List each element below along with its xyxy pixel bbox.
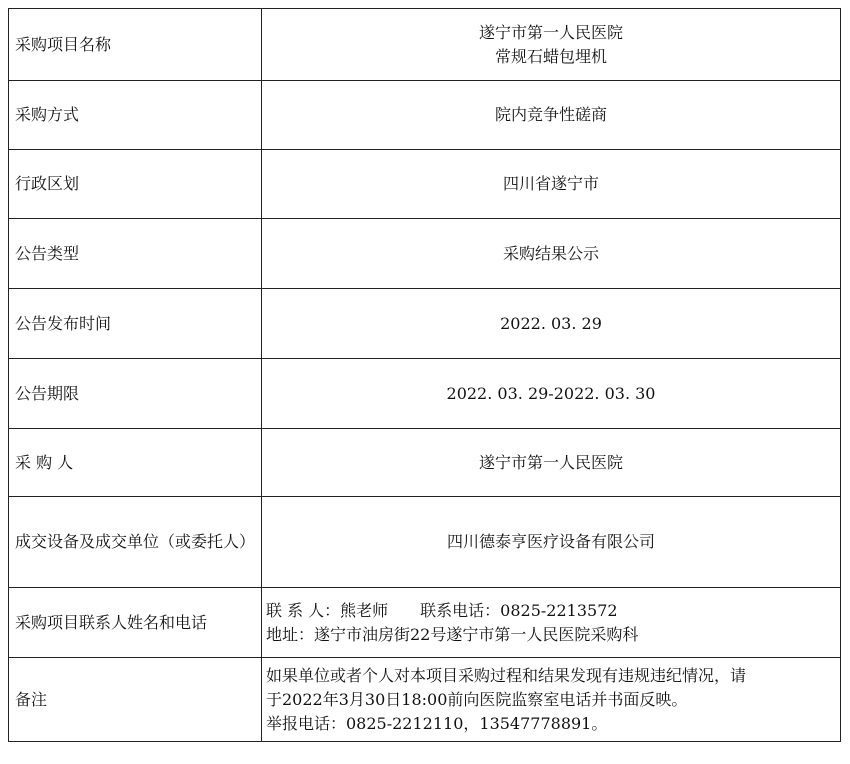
- project-name-line-2: 常规石蜡包埋机: [494, 46, 607, 66]
- table-row: [9, 219, 841, 289]
- row-label-purchaser: 采 购 人: [9, 429, 262, 497]
- row-value-winning-supplier: 四川德泰亨医疗设备有限公司: [262, 497, 841, 588]
- row-label-notice-period: 公告期限: [9, 359, 262, 429]
- row-value-purchaser: 遂宁市第一人民医院: [262, 429, 841, 497]
- table-row: [9, 9, 841, 81]
- row-value-publish-date: 2022. 03. 29: [262, 289, 841, 359]
- row-value-region: 四川省遂宁市: [262, 150, 841, 219]
- row-value-notice-period: 2022. 03. 29-2022. 03. 30: [262, 359, 841, 429]
- table-row: [9, 359, 841, 429]
- row-value-contact: [262, 588, 841, 658]
- row-label-notice-type: 公告类型: [9, 219, 262, 289]
- announcement-table: [8, 8, 841, 742]
- table-row: [9, 588, 841, 658]
- row-label-publish-date: 公告发布时间: [9, 289, 262, 359]
- table-row: [9, 497, 841, 588]
- row-value-remarks: [262, 658, 841, 742]
- row-value-procurement-method: 院内竞争性磋商: [262, 81, 841, 150]
- row-value-notice-type: 采购结果公示: [262, 219, 841, 289]
- row-label-region: 行政区划: [9, 150, 262, 219]
- row-value-project-name: [262, 9, 841, 81]
- row-label-winning-supplier: 成交设备及成交单位（或委托人）: [9, 497, 262, 588]
- table-row: [9, 658, 841, 742]
- table-row: [9, 150, 841, 219]
- table-row: [9, 289, 841, 359]
- contact-line-person-phone: 联 系 人：熊老师 联系电话：0825-2213572: [266, 600, 618, 620]
- row-label-contact: 采购项目联系人姓名和电话: [9, 588, 262, 658]
- table-row: [9, 81, 841, 150]
- project-name-line-1: 遂宁市第一人民医院: [478, 22, 623, 42]
- row-label-procurement-method: 采购方式: [9, 81, 262, 150]
- remarks-line-1: 如果单位或者个人对本项目采购过程和结果发现有违规违纪情况，请: [266, 665, 747, 685]
- row-label-remarks: 备注: [9, 658, 262, 742]
- remarks-line-2: 于2022年3月30日18:00前向医院监察室电话并书面反映。: [266, 689, 688, 709]
- row-label-project-name: 采购项目名称: [9, 9, 262, 81]
- table-row: [9, 429, 841, 497]
- remarks-line-3: 举报电话：0825-2212110，13547778891。: [266, 713, 608, 733]
- contact-line-address: 地址：遂宁市油房街22号遂宁市第一人民医院采购科: [266, 624, 639, 644]
